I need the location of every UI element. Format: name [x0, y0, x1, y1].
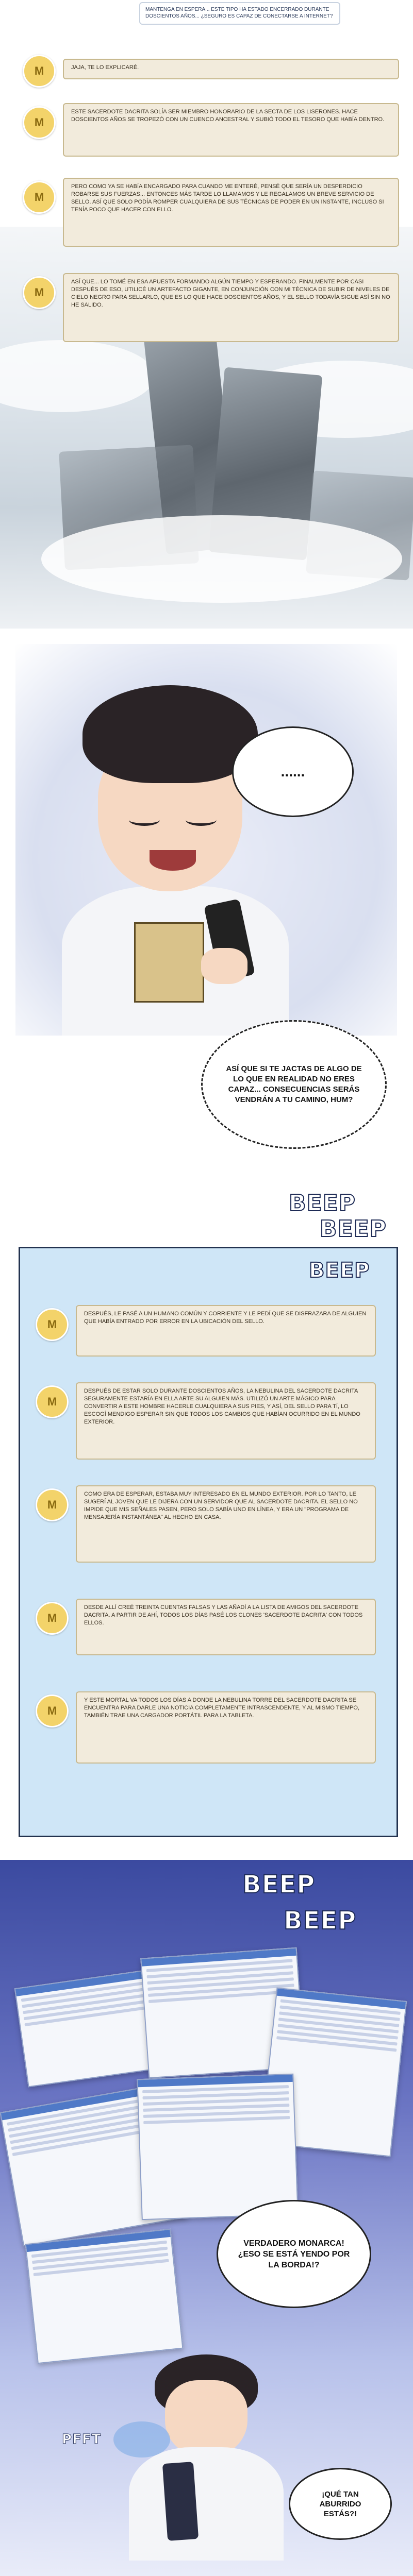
- spray-drink: [113, 2421, 170, 2458]
- chat-row: [36, 1382, 376, 1465]
- speech-bubble: ASÍ QUE SI TE JACTAS DE ALGO DE LO QUE EN REALIDAD NO ERES CAPAZ... CONSECUENCIAS SERÁS VENDRÁN A TU CAMINO, HUM?: [201, 1020, 387, 1149]
- chat-window: [25, 2229, 184, 2364]
- shirt-print: [134, 922, 204, 1003]
- whisper-bubble: ¡QUÉ TAN ABURRIDO ESTÁS?!: [289, 2468, 392, 2540]
- grin: [150, 850, 196, 871]
- avatar: M: [23, 55, 56, 88]
- avatar: M: [36, 1308, 69, 1341]
- avatar: M: [36, 1385, 69, 1418]
- chat-row: [36, 1485, 376, 1568]
- chat-window: [137, 2074, 298, 2220]
- chat-message: DESPUÉS, LE PASÉ A UN HUMANO COMÚN Y CORRIENTE Y LE PEDÍ QUE SE DISFRAZARA DE ALGUIEN QUE HABÍA ENTRADO POR ERROR EN LA UBICACIÓN DEL SELLO.: [76, 1305, 376, 1357]
- top-chat-bubble: MANTENGA EN ESPERA... ESTE TIPO HA ESTADO ENCERRADO DURANTE DOSCIENTOS AÑOS... ¿SEGURO ES CAPAZ DE CONECTARSE A INTERNET?: [139, 2, 340, 25]
- character-scene: [15, 644, 397, 1036]
- chat-row: [23, 178, 399, 250]
- cloud: [0, 340, 155, 412]
- chat-row: [36, 1599, 376, 1660]
- hair: [82, 685, 258, 783]
- panel-chat-mountain: [0, 0, 413, 629]
- chat-message: PERO COMO YA SE HABÍA ENCARGADO PARA CUANDO ME ENTERÉ, PENSÉ QUE SERÍA UN DESPERDICIO ROBARSE SUS FUERZAS... ENTONCES MÁS TARDE LO LLAMAMOS Y LE REGALAMOS UN BREVE SERVICIO DE SELLO. ASÍ QUE SOLO PODÍA ROMPER CUALQUIERA DE SUS TÉCNICAS DE PODER EN UN INSTANTE, INCLUSO SI TENÍA POCO QUE HACER CON ELLO.: [63, 178, 399, 247]
- sfx-beep: BEEP: [320, 1216, 387, 1242]
- eye-left: [129, 814, 160, 826]
- sfx-beep: BEEP: [309, 1259, 370, 1282]
- chat-message: ASÍ QUE... LO TOMÉ EN ESA APUESTA FORMANDO ALGÚN TIEMPO Y ESPERANDO. FINALMENTE POR CASI DESPUÉS DE ESO, UTILICÉ UN ARTEFACTO GIGANTE, EN CONJUNCIÓN CON MI TÉCNICA DE SUBIR DE NIVELES DE CIELO NEGRO PARA SELLARLO, QUE ES LO QUE HACE DOSCIENTOS AÑOS, Y EL SELLO TODAVÍA SIGUE ASÍ SIN NO HE SALIDO.: [63, 273, 399, 342]
- thought-bubble: ......: [232, 726, 354, 817]
- chat-row: [23, 103, 399, 160]
- face: [165, 2380, 247, 2458]
- chat-row: [36, 1305, 376, 1367]
- shout-bubble: VERDADERO MONARCA! ¿ESO SE ESTÁ YENDO POR LA BORDA!?: [217, 2200, 371, 2308]
- eye-right: [186, 814, 217, 826]
- avatar: M: [36, 1694, 69, 1727]
- chat-row: [23, 52, 399, 84]
- sfx-beep: BEEP: [242, 1870, 316, 1899]
- chat-message: ESTE SACERDOTE DACRITA SOLÍA SER MIEMBRO HONORARIO DE LA SECTA DE LOS LISERONES. HACE DOSCIENTOS AÑOS SE TROPEZÓ CON UN CUENCO ANCESTRAL Y SUBIÓ TODO EL TESORO QUE HABÍA DENTRO.: [63, 103, 399, 157]
- chat-message: DESPUÉS DE ESTAR SOLO DURANTE DOSCIENTOS AÑOS, LA NEBULINA DEL SACERDOTE DACRITA SEGURAMENTE ESTARÍA EN ELLA ARTE SU ALGUIEN MÁS. UTILIZÓ UN ARTE MÁGICO PARA CONVERTIR A ESTE HOMBRE HACERLE CUALQUIERA A SUS PIES, Y ASÍ, DEL SELLO PARA TÍ, LO ESCOGÍ MENDIGO ESPERAR SIN QUE TODOS LOS CAMBIOS QUE HABÍAN OCURRIDO EN EL MUNDO EXTERIOR.: [76, 1382, 376, 1460]
- panel-monitors: [0, 1860, 413, 2576]
- hand: [201, 948, 247, 984]
- avatar: M: [23, 181, 56, 214]
- white-shirt: [129, 2447, 284, 2561]
- chat-row: [36, 1691, 376, 1769]
- chat-frame: [19, 1247, 398, 1837]
- chat-row: [23, 273, 399, 345]
- chat-message: Y ESTE MORTAL VA TODOS LOS DÍAS A DONDE LA NEBULINA TORRE DEL SACERDOTE DACRITA SE ENCUENTRA PARA DARLE UNA NOTICIA COMPLETAMENTE INTRASCENDENTE, Y AL MISMO TIEMPO, TAMBIÉN TRAE UNA CARGADOR PORTÁTIL PARA LA TABLETA.: [76, 1691, 376, 1764]
- avatar: M: [23, 106, 56, 139]
- chat-window: [14, 1970, 163, 2088]
- sfx-beep: BEEP: [284, 1906, 357, 1935]
- chat-message: JAJA, TE LO EXPLICARÉ.: [63, 59, 399, 79]
- sfx-pfft: PFFT: [62, 2432, 102, 2447]
- avatar: M: [23, 276, 56, 309]
- avatar: M: [36, 1602, 69, 1635]
- chat-message: DESDE ALLÍ CREÉ TREINTA CUENTAS FALSAS Y LAS AÑADÍ A LA LISTA DE AMIGOS DEL SACERDOTE DACRITA. A PARTIR DE AHÍ, TODOS LOS DÍAS PASÉ LOS CLONES 'SACERDOTE DACRITA' CON TODOS ELLOS.: [76, 1599, 376, 1655]
- phone-in-hand: [162, 2462, 199, 2541]
- chat-message: COMO ERA DE ESPERAR, ESTABA MUY INTERESADO EN EL MUNDO EXTERIOR. POR LO TANTO, LE SUGERÍ AL JOVEN QUE LE DIJERA CON UN SERVIDOR QUE AL SACERDOTE DACRITA. EL SELLO NO IMPIDE QUE MIS SEÑALES PASEN, PERO SOLO SABÍA UNO EN LÍNEA, Y ERA UN "PROGRAMA DE MENSAJERÍA INSTANTÁNEA" AL HECHO EN CASA.: [76, 1485, 376, 1563]
- panel-blue-chat: [0, 1190, 413, 1844]
- sfx-beep: BEEP: [289, 1190, 356, 1216]
- avatar: M: [36, 1488, 69, 1521]
- fog-bank: [41, 515, 402, 603]
- panel-boy-phone: [0, 644, 413, 1180]
